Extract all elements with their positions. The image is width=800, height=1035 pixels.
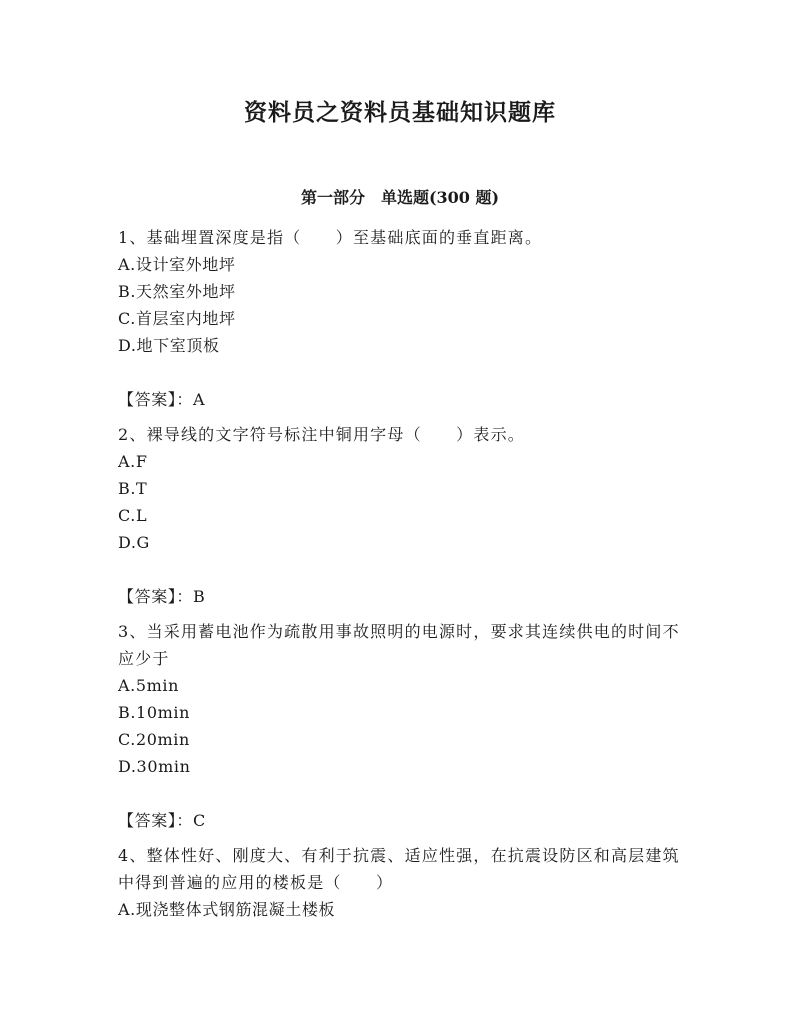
answer-label: 【答案】：A	[118, 390, 206, 409]
question-1	[118, 224, 684, 413]
question-text: 2、裸导线的文字符号标注中铜用字母（ ）表示。	[118, 425, 525, 444]
option-c: C.L	[118, 506, 148, 525]
question-3	[118, 618, 684, 834]
answer-label: 【答案】：C	[118, 811, 206, 830]
question-text: 3、当采用蓄电池作为疏散用事故照明的电源时，要求其连续供电的时间不应少于	[118, 622, 680, 668]
question-text: 1、基础埋置深度是指（ ）至基础底面的垂直距离。	[118, 228, 543, 247]
option-a: A.现浇整体式钢筋混凝土楼板	[118, 900, 336, 919]
question-list	[118, 224, 684, 923]
question-text: 4、整体性好、刚度大、有利于抗震、适应性强，在抗震设防区和高层建筑中得到普遍的应用的楼板是（ ）	[118, 846, 680, 892]
option-b: B.10min	[118, 703, 190, 722]
option-b: B.天然室外地坪	[118, 282, 236, 301]
question-2	[118, 421, 684, 610]
option-b: B.T	[118, 479, 148, 498]
option-d: D.30min	[118, 757, 191, 776]
option-c: C.首层室内地坪	[118, 309, 236, 328]
option-d: D.地下室顶板	[118, 336, 220, 355]
option-a: A.F	[118, 452, 148, 471]
question-4	[118, 842, 684, 923]
document-title: 资料员之资料员基础知识题库	[244, 99, 556, 126]
option-a: A.设计室外地坪	[118, 255, 236, 274]
option-d: D.G	[118, 533, 150, 552]
option-c: C.20min	[118, 730, 190, 749]
section-title: 第一部分 单选题(300 题)	[300, 188, 500, 207]
option-a: A.5min	[118, 676, 180, 695]
answer-label: 【答案】：B	[118, 587, 206, 606]
